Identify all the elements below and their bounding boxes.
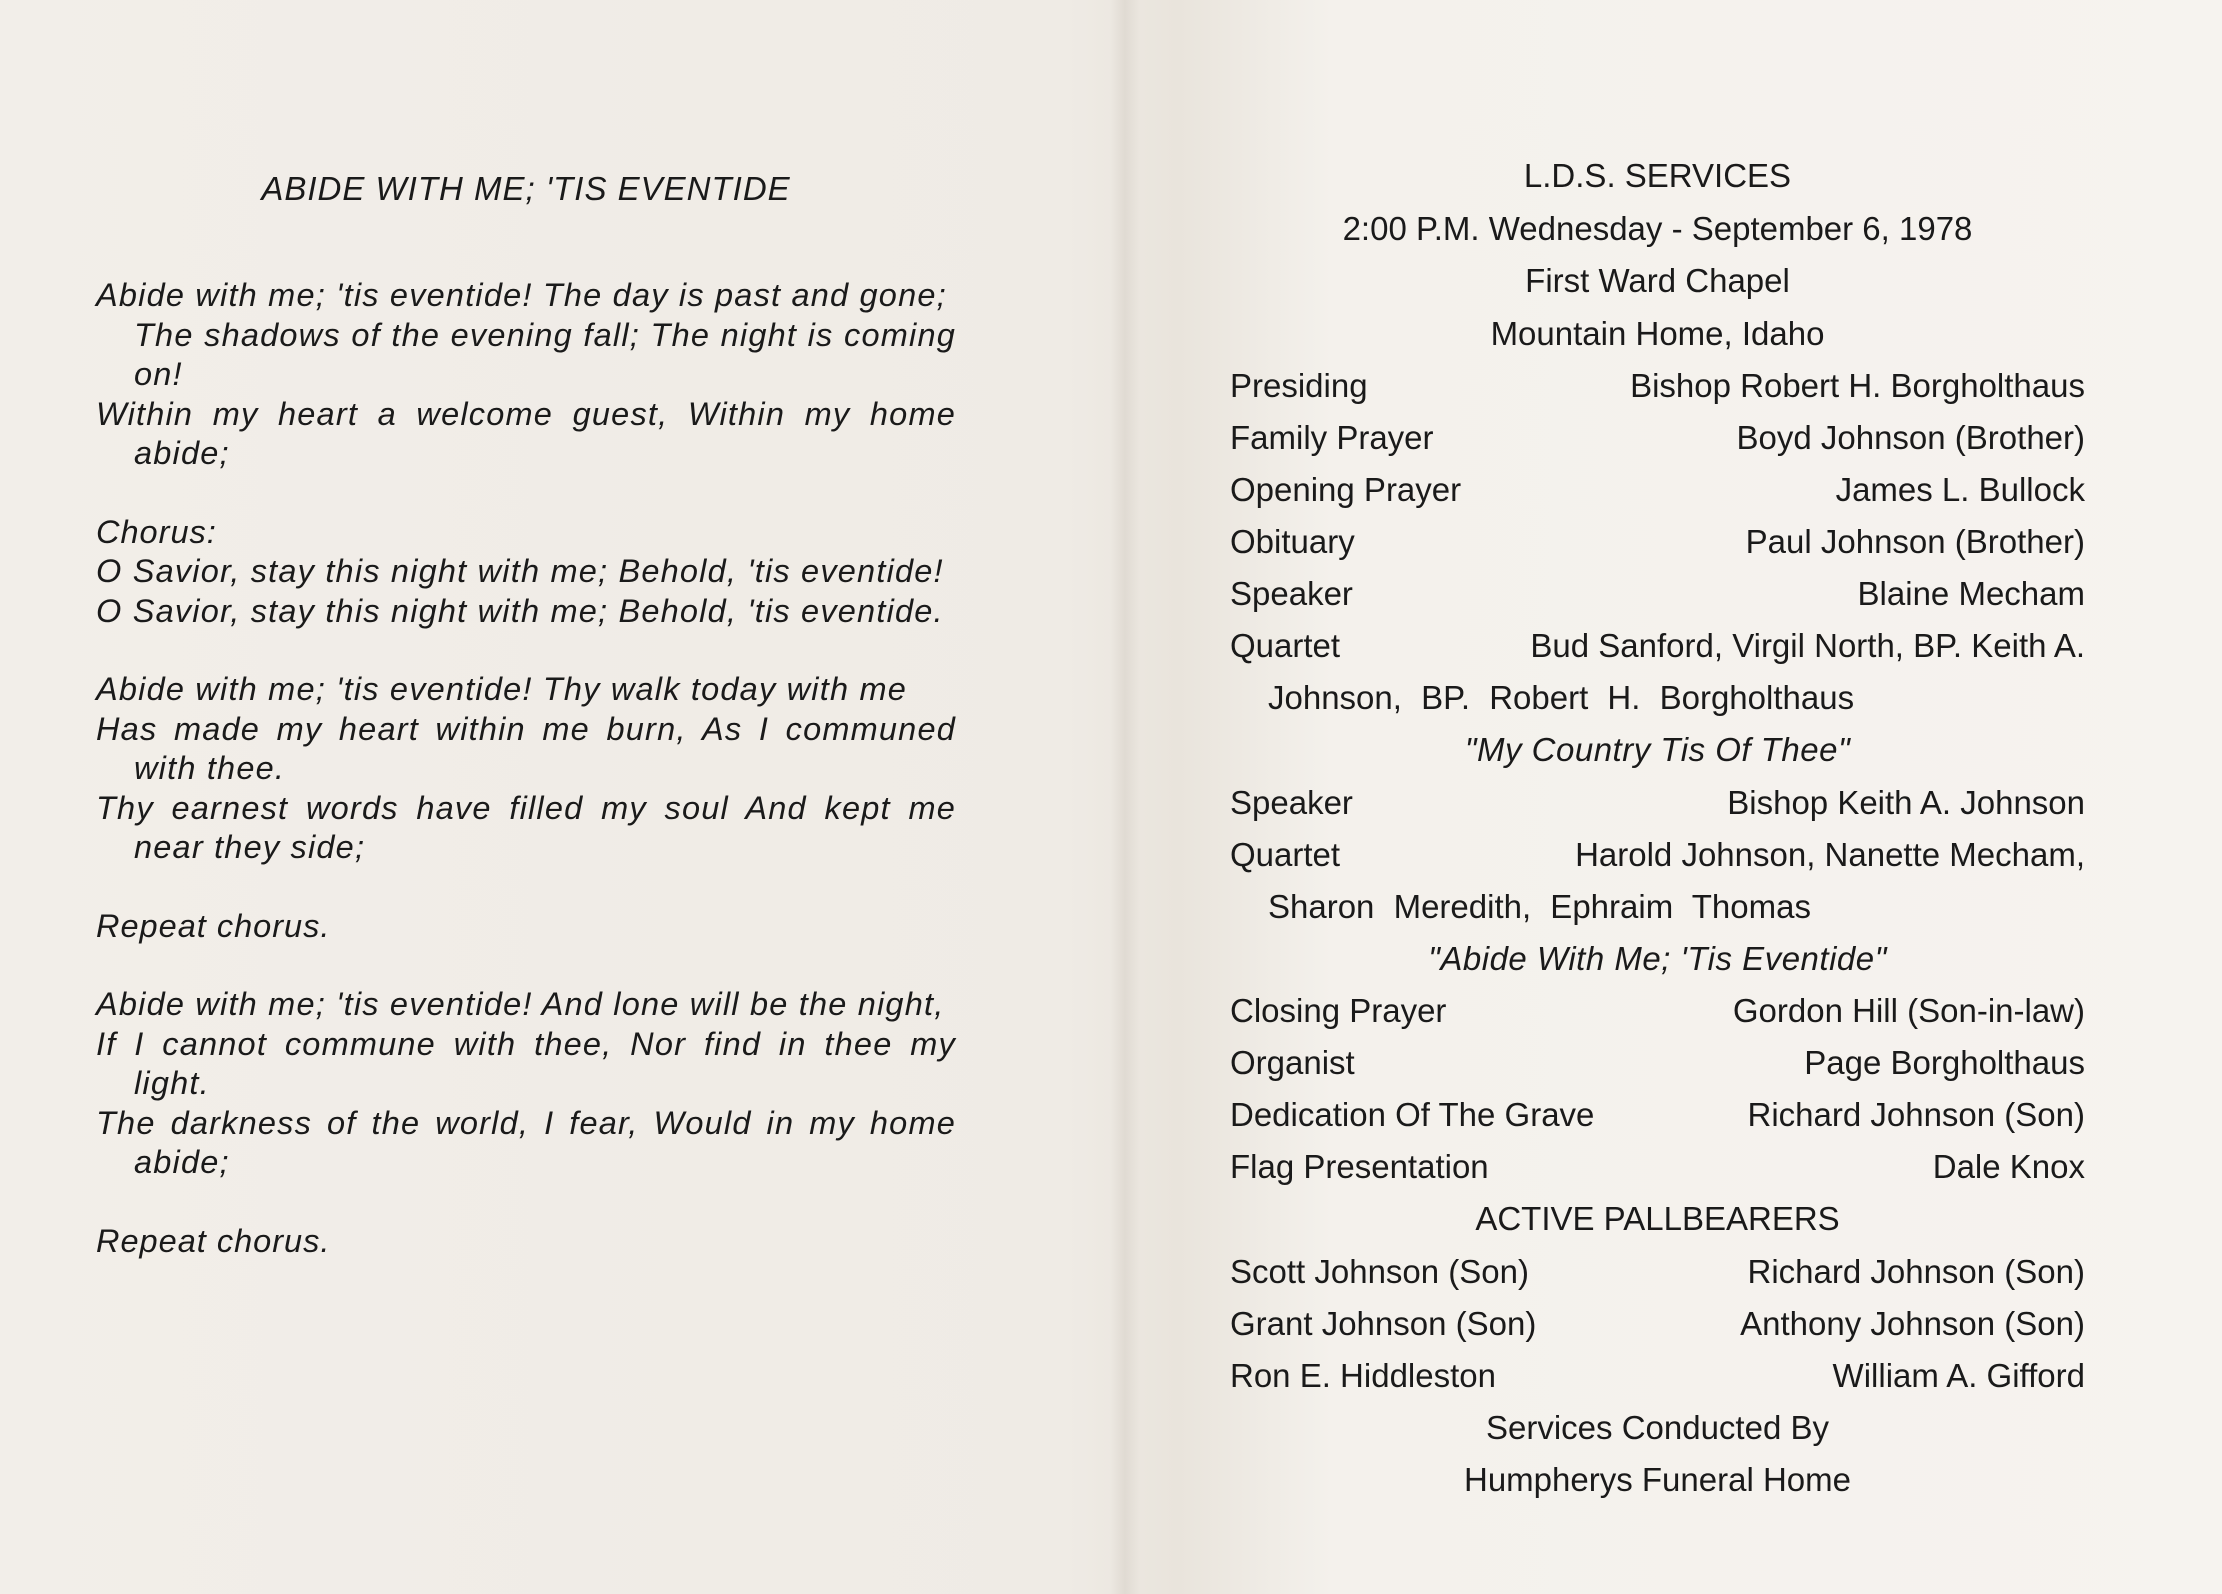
pallbearers-heading: ACTIVE PALLBEARERS [1475, 1200, 1840, 1237]
verse-line: Has made my heart within me burn, As I communed with thee. [96, 710, 956, 786]
funeral-home: Humpherys Funeral Home [1464, 1461, 1851, 1498]
conducted-by: Services Conducted By [1485, 1408, 1829, 1446]
verse-line: The darkness of the world, I fear, Would in my home abide; [96, 1104, 956, 1180]
pallbearer-name: Grant Johnson (Son) [1230, 1304, 1537, 1342]
program-row [1230, 360, 2085, 412]
program-role: Presiding [1230, 367, 1368, 404]
program-row [1230, 1037, 2085, 1089]
pallbearer-row [1230, 1246, 2085, 1298]
program-name: Bishop Robert H. Borgholthaus [1630, 367, 2085, 404]
program-role: Speaker [1230, 575, 1353, 612]
quartet-names: Bud Sanford, Virgil North, BP. Keith A. [1530, 627, 2085, 664]
pallbearer-name: Richard Johnson (Son) [1747, 1252, 2085, 1290]
verse-line: Abide with me; 'tis eventide! And lone will be the night, [96, 986, 945, 1022]
repeat-chorus-note: Repeat chorus. [96, 1222, 331, 1259]
service-city: Mountain Home, Idaho [1490, 314, 1825, 352]
pallbearer-row [1230, 1298, 2085, 1350]
program-row [1230, 985, 2085, 1037]
repeat-chorus-2 [96, 1222, 956, 1262]
pallbearer-name: Anthony Johnson (Son) [1740, 1304, 2085, 1342]
verse-line: Within my heart a welcome guest, Within my home abide; [96, 395, 956, 471]
program-name: Page Borgholthaus [1804, 1044, 2085, 1081]
pallbearer-name: Scott Johnson (Son) [1230, 1252, 1529, 1290]
repeat-chorus-1 [96, 907, 956, 947]
chorus [96, 513, 956, 632]
quartet-row [1230, 620, 2085, 672]
program-name: Dale Knox [1932, 1148, 2085, 1185]
program-role: Family Prayer [1230, 419, 1434, 456]
hymn-page [96, 170, 956, 1261]
verse-1 [96, 276, 956, 474]
pallbearer-name: William A. Gifford [1832, 1356, 2085, 1394]
program-name: Paul Johnson (Brother) [1745, 523, 2085, 560]
quartet-row [1230, 829, 2085, 881]
verse-line: The shadows of the evening fall; The night is coming on! [134, 316, 956, 392]
verse-3 [96, 985, 956, 1183]
program-role: Flag Presentation [1230, 1148, 1489, 1185]
program-name: Boyd Johnson (Brother) [1736, 419, 2085, 456]
quartet-names: Harold Johnson, Nanette Mecham, [1575, 835, 2085, 873]
program-row [1230, 777, 2085, 829]
quartet-names-continued: Sharon Meredith, Ephraim Thomas [1268, 887, 1811, 925]
program-name: Bishop Keith A. Johnson [1727, 783, 2085, 821]
services-heading: L.D.S. SERVICES [1523, 157, 1792, 194]
program-row [1230, 1141, 2085, 1193]
program-role: Organist [1230, 1044, 1355, 1081]
services-page [1230, 150, 2085, 1507]
chorus-line: O Savior, stay this night with me; Behold, 'tis eventide. [96, 592, 944, 629]
quartet-song: "Abide With Me; 'Tis Eventide" [1428, 939, 1887, 977]
pallbearer-name: Ron E. Hiddleston [1230, 1356, 1496, 1394]
program-name: James L. Bullock [1835, 471, 2085, 508]
program-role: Speaker [1230, 783, 1353, 821]
service-datetime: 2:00 P.M. Wednesday - September 6, 1978 [1342, 209, 1973, 247]
verse-line: Abide with me; 'tis eventide! Thy walk today with me [96, 671, 908, 707]
chorus-label: Chorus: [96, 513, 217, 550]
page-fold [1110, 0, 1140, 1594]
verse-line: Abide with me; 'tis eventide! The day is past and gone; [96, 277, 947, 313]
program-role: Obituary [1230, 523, 1355, 560]
hymn-title: ABIDE WITH ME; 'TIS EVENTIDE [261, 170, 791, 207]
service-place: First Ward Chapel [1525, 262, 1790, 299]
program-role: Dedication Of The Grave [1230, 1096, 1595, 1133]
verse-line: Thy earnest words have filled my soul And kept me near they side; [96, 789, 956, 865]
quartet-names-continued: Johnson, BP. Robert H. Borgholthaus [1268, 679, 1855, 716]
program-row [1230, 1089, 2085, 1141]
program-name: Gordon Hill (Son-in-law) [1732, 992, 2085, 1029]
program-role: Quartet [1230, 835, 1341, 873]
verse-2 [96, 670, 956, 868]
repeat-chorus-note: Repeat chorus. [96, 907, 331, 944]
quartet-song: "My Country Tis Of Thee" [1464, 731, 1851, 768]
program-row [1230, 516, 2085, 568]
program-role: Closing Prayer [1230, 992, 1447, 1029]
chorus-line: O Savior, stay this night with me; Behold, 'tis eventide! [96, 553, 944, 589]
pallbearer-row [1230, 1350, 2085, 1402]
program-row [1230, 464, 2085, 516]
program-name: Blaine Mecham [1857, 575, 2085, 612]
program-role: Opening Prayer [1230, 471, 1462, 508]
program-name: Richard Johnson (Son) [1747, 1096, 2085, 1133]
program-row [1230, 568, 2085, 620]
program-role: Quartet [1230, 627, 1341, 664]
program-row [1230, 412, 2085, 464]
verse-line: If I cannot commune with thee, Nor find in thee my light. [96, 1025, 956, 1101]
